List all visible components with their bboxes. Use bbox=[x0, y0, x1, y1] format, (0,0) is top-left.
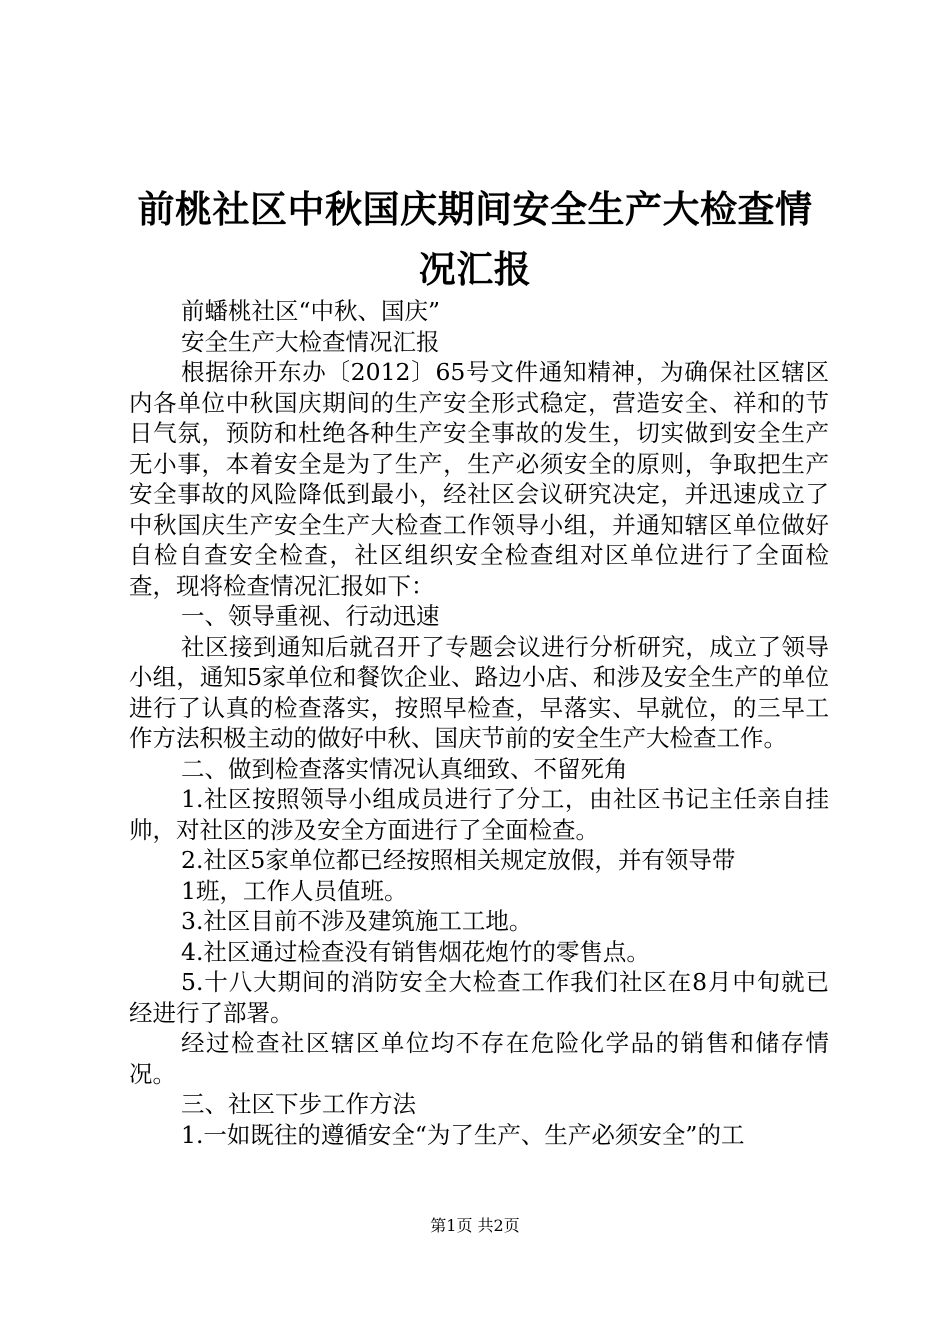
section-heading-3: 三、社区下步工作方法 bbox=[181, 1090, 416, 1118]
list-item-next-1: 1.一如既往的遵循安全“为了生产、生产必须安全”的工 bbox=[181, 1120, 745, 1149]
document-body bbox=[129, 296, 829, 1150]
paragraph-subtitle-1: 前蟠桃社区“中秋、国庆” bbox=[181, 297, 441, 325]
paragraph-summary: 经过检查社区辖区单位均不存在危险化学品的销售和储存情况。 bbox=[129, 1029, 829, 1088]
list-item-2: 2.社区5家单位都已经按照相关规定放假，并有领导带 bbox=[181, 846, 736, 874]
list-item-4: 4.社区通过检查没有销售烟花炮竹的零售点。 bbox=[181, 937, 650, 966]
list-item-1: 1.社区按照领导小组成员进行了分工，由社区书记主任亲自挂帅，对社区的涉及安全方面进行了全面检查。 bbox=[129, 785, 829, 844]
section-heading-1: 一、领导重视、行动迅速 bbox=[181, 602, 440, 630]
paragraph-subtitle-2: 安全生产大检查情况汇报 bbox=[181, 327, 440, 356]
paragraph-intro: 根据徐开东办〔2012〕65号文件通知精神，为确保社区辖区内各单位中秋国庆期间的生产安全形式稳定，营造安全、祥和的节日气氛，预防和杜绝各种生产安全事故的发生，切实做到安全生产无小事，本着安全是为了生产，生产必须安全的原则，争取把生产安全事故的风险降低到最小，经社区会议研究决定，并迅速成立了中秋国庆生产安全生产大检查工作领导小组，并通知辖区单位做好自检自查安全检查，社区组织安全检查组对区单位进行了全面检查，现将检查情况汇报如下： bbox=[129, 358, 829, 600]
document-title: 前桃社区中秋国庆期间安全生产大检查情况汇报 bbox=[137, 188, 813, 291]
paragraph-section-1: 社区接到通知后就召开了专题会议进行分析研究，成立了领导小组，通知5家单位和餐饮企业、路边小店、和涉及安全生产的单位进行了认真的检查落实，按照早检查，早落实、早就位，的三早工作方法积极主动的做好中秋、国庆节前的安全生产大检查工作。 bbox=[129, 632, 829, 752]
list-item-5: 5.十八大期间的消防安全大检查工作我们社区在8月中旬就已经进行了部署。 bbox=[129, 968, 829, 1027]
page-number-footer: 第1页 共2页 bbox=[430, 1216, 520, 1235]
list-item-2-continued: 1班，工作人员值班。 bbox=[181, 876, 408, 905]
list-item-3: 3.社区目前不涉及建筑施工工地。 bbox=[181, 907, 533, 935]
section-heading-2: 二、做到检查落实情况认真细致、不留死角 bbox=[181, 754, 628, 783]
